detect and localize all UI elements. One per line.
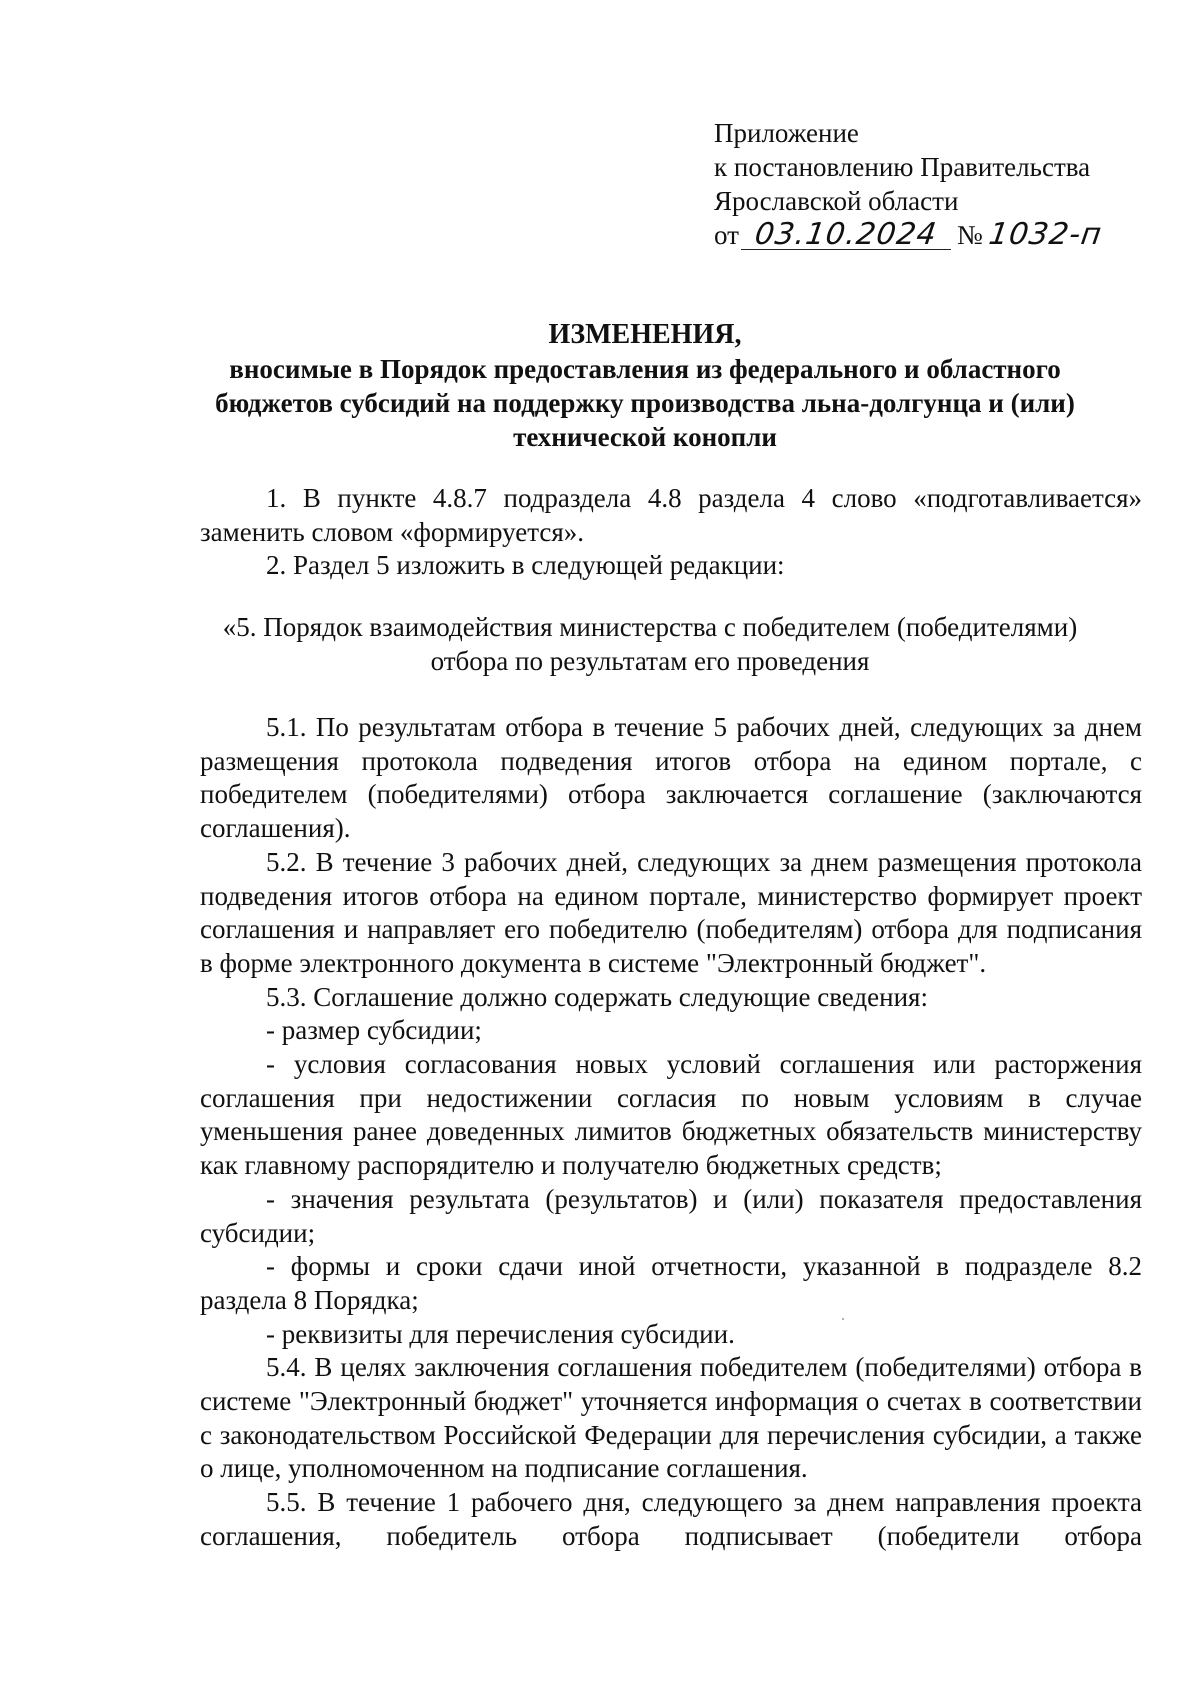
item-2: 2. Раздел 5 изложить в следующей редакции: bbox=[266, 550, 785, 581]
date-prefix: от bbox=[714, 220, 739, 250]
appendix-block bbox=[714, 116, 1109, 252]
section-5-heading-line-1: «5. Порядок взаимодействия министерства с победителем (победителями) bbox=[222, 612, 1078, 642]
section-5-heading bbox=[150, 610, 1150, 678]
paragraph-5-3: 5.3. Соглашение должно содержать следующие сведения: bbox=[266, 981, 928, 1012]
paragraph-5-4: 5.4. В целях заключения соглашения победителем (победителями) отбора в системе "Электронный бюджет" уточняется информация о счетах в соответствии с законодательством Российской Федерации для перечисления субсидии, а также о лице, уполномоченном на подписание соглашения. bbox=[200, 1352, 1142, 1484]
section-5-body bbox=[200, 711, 1142, 1554]
handwritten-number: 1032-п bbox=[986, 217, 1105, 252]
title-subtitle: вносимые в Порядок предоставления из федерального и областного бюджетов субсидий на поддержку производства льна-долгунца и (или) технической конопли bbox=[215, 354, 1075, 452]
appendix-line-1: Приложение bbox=[714, 118, 859, 148]
bullet-5: - реквизиты для перечисления субсидии. bbox=[266, 1318, 735, 1349]
handwritten-date: 03.10.2024 bbox=[752, 217, 940, 252]
bullet-2: - условия согласования новых условий соглашения или расторжения соглашения при недостижении согласия по новым условиям в случае уменьшения ранее доведенных лимитов бюджетных обязательств министерству как главному распорядителю и получателю бюджетных средств; bbox=[200, 1049, 1142, 1181]
paragraph-5-1: 5.1. По результатам отбора в течение 5 рабочих дней, следующих за днем размещения протокола подведения итогов отбора на едином портале, с победителем (победителями) отбора заключается соглашение (заключаются соглашения). bbox=[200, 712, 1142, 844]
appendix-line-2: к постановлению Правительства bbox=[714, 152, 1091, 182]
document-title bbox=[150, 318, 1140, 454]
paragraph-5-5: 5.5. В течение 1 рабочего дня, следующего за днем направления проекта соглашения, победитель отбора подписывает (победители отбора bbox=[200, 1487, 1142, 1551]
item-1: 1. В пункте 4.8.7 подраздела 4.8 раздела 4 слово «подготавливается» заменить словом «формируется». bbox=[200, 483, 1142, 547]
bullet-4: - формы и сроки сдачи иной отчетности, указанной в подразделе 8.2 раздела 8 Порядка; bbox=[200, 1251, 1142, 1315]
amendment-items bbox=[200, 482, 1142, 583]
number-field bbox=[986, 217, 1109, 252]
paragraph-5-2: 5.2. В течение 3 рабочих дней, следующих за днем размещения протокола подведения итогов отбора на едином портале, министерство формирует проект соглашения и направляет его победителю (победителям) отбора для подписания в форме электронного документа в системе "Электронный бюджет". bbox=[200, 846, 1142, 978]
number-prefix: № bbox=[956, 220, 983, 250]
scan-speck bbox=[842, 1318, 844, 1320]
appendix-line-3: Ярославской области bbox=[714, 186, 959, 216]
title-main: ИЗМЕНЕНИЯ, bbox=[548, 319, 742, 350]
bullet-1: - размер субсидии; bbox=[266, 1015, 482, 1046]
section-5-heading-line-2: отбора по результатам его проведения bbox=[430, 646, 870, 676]
date-field bbox=[741, 217, 951, 252]
appendix-date-line bbox=[714, 218, 1109, 252]
bullet-3: - значения результата (результатов) и (или) показателя предоставления субсидии; bbox=[200, 1183, 1142, 1248]
